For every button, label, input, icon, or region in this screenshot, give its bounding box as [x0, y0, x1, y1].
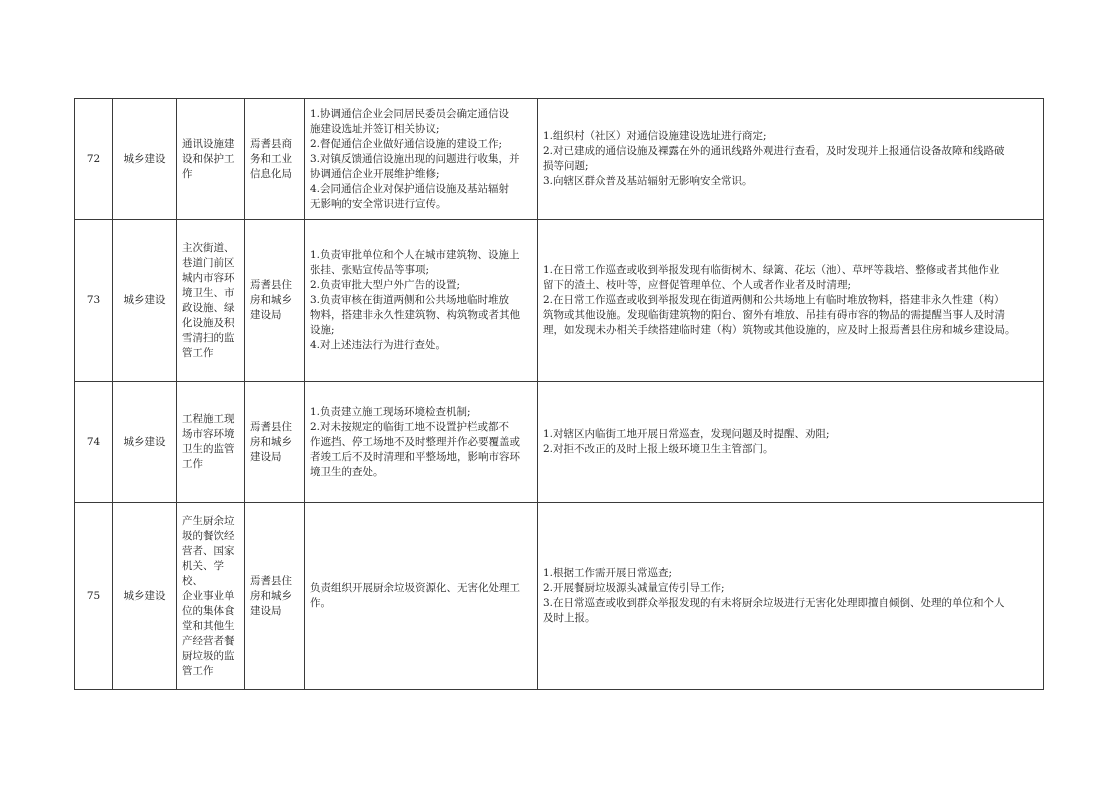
row-number: 72 — [75, 99, 113, 220]
cell-line: 机关、学校、 — [182, 559, 224, 587]
cell-line: 1.根据工作需开展日常巡查; — [543, 567, 673, 579]
cell-line: 厨垃圾的监 — [182, 649, 235, 662]
item-cell — [177, 220, 245, 382]
cell-line: 筑物或其他设施。发现临街建筑物的阳台、窗外有堆放、吊挂有碍市容的物品的需提醒当事人及时清 — [543, 309, 1005, 321]
cell-line: 设和保护工 — [182, 152, 235, 165]
table-row — [75, 382, 1044, 503]
cell-line: 作。 — [310, 597, 331, 609]
cell-line: 1.协调通信企业会同居民委员会确定通信设 — [310, 107, 510, 120]
cell-line: 1.负责建立施工现场环境检查机制; — [310, 405, 471, 418]
category-cell: 城乡建设 — [113, 382, 177, 503]
department-duty-cell — [305, 220, 538, 382]
department-duty-cell — [305, 503, 538, 690]
cell-line: 1.组织村（社区）对通信设施建设选址进行商定; — [543, 130, 767, 142]
department-cell — [245, 99, 305, 220]
cell-line: 境卫生、市 — [182, 286, 235, 299]
cell-line: 企业事业单 — [182, 589, 235, 602]
department-cell — [245, 220, 305, 382]
cell-line: 务和工业 — [250, 152, 292, 165]
table-row — [75, 220, 1044, 382]
cell-line: 圾的餐饮经 — [182, 529, 235, 542]
cell-line: 信息化局 — [250, 167, 292, 180]
cell-line: 3.负责审核在街道两侧和公共场地临时堆放 — [310, 294, 510, 306]
cell-line: 及时上报。 — [543, 612, 596, 624]
item-cell — [177, 99, 245, 220]
cell-line: 理，如发现未办相关手续搭建临时建（构）筑物或其他设施的，应及时上报焉耆县住房和城乡建设局。 — [543, 324, 1016, 336]
cell-line: 工程施工现 — [182, 413, 235, 425]
cell-line: 2.对未按规定的临街工地不设置护栏或都不 — [310, 420, 510, 433]
cell-line: 3.向辖区群众普及基站辐射无影响安全常识。 — [543, 175, 753, 187]
cell-line: 房和城乡 — [250, 435, 292, 448]
cell-line: 焉耆县住 — [250, 279, 292, 291]
category-cell: 城乡建设 — [113, 99, 177, 220]
cell-line: 4.会同通信企业对保护通信设施及基站辐射 — [310, 182, 510, 195]
cell-line: 管工作 — [182, 346, 214, 359]
cell-line: 2.督促通信企业做好通信设施的建设工作; — [310, 137, 503, 150]
cell-line: 1.对辖区内临街工地开展日常巡查，发现问题及时提醒、劝阻; — [543, 428, 830, 440]
category-cell: 城乡建设 — [113, 503, 177, 690]
town-duty-cell — [538, 503, 1044, 690]
cell-line: 2.对已建成的通信设施及裸露在外的通讯线路外观进行查看，及时发现并上报通信设备故障和线路破 — [543, 145, 1005, 157]
table-row — [75, 99, 1044, 220]
town-duty-cell — [538, 382, 1044, 503]
town-duty-cell — [538, 99, 1044, 220]
department-cell — [245, 382, 305, 503]
cell-line: 通讯设施建 — [182, 137, 235, 150]
cell-line: 2.对拒不改正的及时上报上级环境卫生主管部门。 — [543, 443, 774, 455]
cell-line: 房和城乡 — [250, 294, 292, 306]
cell-line: 营者、国家 — [182, 544, 235, 557]
category-cell: 城乡建设 — [113, 220, 177, 382]
cell-line: 主次街道、 — [182, 241, 235, 254]
department-cell — [245, 503, 305, 690]
duty-table — [74, 98, 1044, 690]
cell-line: 建设局 — [250, 604, 282, 617]
cell-line: 管工作 — [182, 664, 214, 677]
cell-line: 2.开展餐厨垃圾源头减量宣传引导工作; — [543, 582, 725, 594]
cell-line: 留下的渣土、枝叶等，应督促管理单位、个人或者作业者及时清理; — [543, 279, 852, 291]
cell-line: 产生厨余垃 — [182, 514, 235, 527]
cell-line: 化设施及积 — [182, 316, 235, 329]
cell-line: 张挂、张贴宣传品等事项; — [310, 264, 430, 276]
department-duty-cell — [305, 99, 538, 220]
cell-line: 建设局 — [250, 450, 282, 463]
cell-line: 无影响的安全常识进行宣传。 — [310, 197, 447, 210]
cell-line: 焉耆县住 — [250, 420, 292, 433]
cell-line: 作遮挡、停工场地不及时整理并作必要覆盖或 — [310, 435, 520, 448]
row-number: 73 — [75, 220, 113, 382]
town-duty-cell — [538, 220, 1044, 382]
cell-line: 作 — [182, 167, 193, 180]
cell-line: 政设施、绿 — [182, 301, 235, 314]
department-duty-cell — [305, 382, 538, 503]
cell-line: 负责组织开展厨余垃圾资源化、无害化处理工 — [310, 582, 520, 594]
cell-line: 焉耆县商 — [250, 137, 292, 150]
table-body — [75, 99, 1044, 690]
row-number: 75 — [75, 503, 113, 690]
item-cell — [177, 382, 245, 503]
cell-line: 建设局 — [250, 309, 282, 321]
cell-line: 焉耆县住 — [250, 574, 292, 587]
cell-line: 2.负责审批大型户外广告的设置; — [310, 279, 461, 291]
cell-line: 4.对上述违法行为进行查处。 — [310, 339, 447, 351]
cell-line: 协调通信企业开展维护维修; — [310, 167, 440, 180]
cell-line: 2.在日常工作巡查或收到举报发现在街道两侧和公共场地上有临时堆放物料，搭建非永久性建（构） — [543, 294, 1005, 306]
cell-line: 施建设选址并签订相关协议; — [310, 122, 440, 135]
cell-line: 1.负责审批单位和个人在城市建筑物、设施上 — [310, 249, 520, 261]
cell-line: 雪清扫的监 — [182, 331, 235, 344]
item-cell — [177, 503, 245, 690]
cell-line: 城内市容环 — [182, 271, 235, 284]
table-row — [75, 503, 1044, 690]
cell-line: 工作 — [182, 458, 203, 470]
cell-line: 位的集体食 — [182, 604, 235, 617]
cell-line: 物料，搭建非永久性建筑物、构筑物或者其他 — [310, 309, 520, 321]
cell-line: 产经营者餐 — [182, 634, 235, 647]
cell-line: 堂和其他生 — [182, 619, 235, 632]
cell-line: 设施; — [310, 324, 335, 336]
cell-line: 巷道门前区 — [182, 256, 235, 269]
cell-line: 境卫生的查处。 — [310, 465, 384, 478]
cell-line: 者竣工后不及时清理和平整场地，影响市容环 — [310, 450, 520, 463]
cell-line: 房和城乡 — [250, 589, 292, 602]
cell-line: 卫生的监管 — [182, 443, 235, 455]
row-number: 74 — [75, 382, 113, 503]
cell-line: 3.在日常巡查或收到群众举报发现的有未将厨余垃圾进行无害化处理即擅自倾倒、处理的单位和个人 — [543, 597, 1005, 609]
cell-line: 1.在日常工作巡查或收到举报发现有临街树木、绿篱、花坛（池）、草坪等栽培、整修或者其他作业 — [543, 264, 1000, 276]
cell-line: 3.对镇反馈通信设施出现的问题进行收集，并 — [310, 152, 520, 165]
cell-line: 损等问题; — [543, 160, 589, 172]
cell-line: 场市容环境 — [182, 428, 235, 440]
